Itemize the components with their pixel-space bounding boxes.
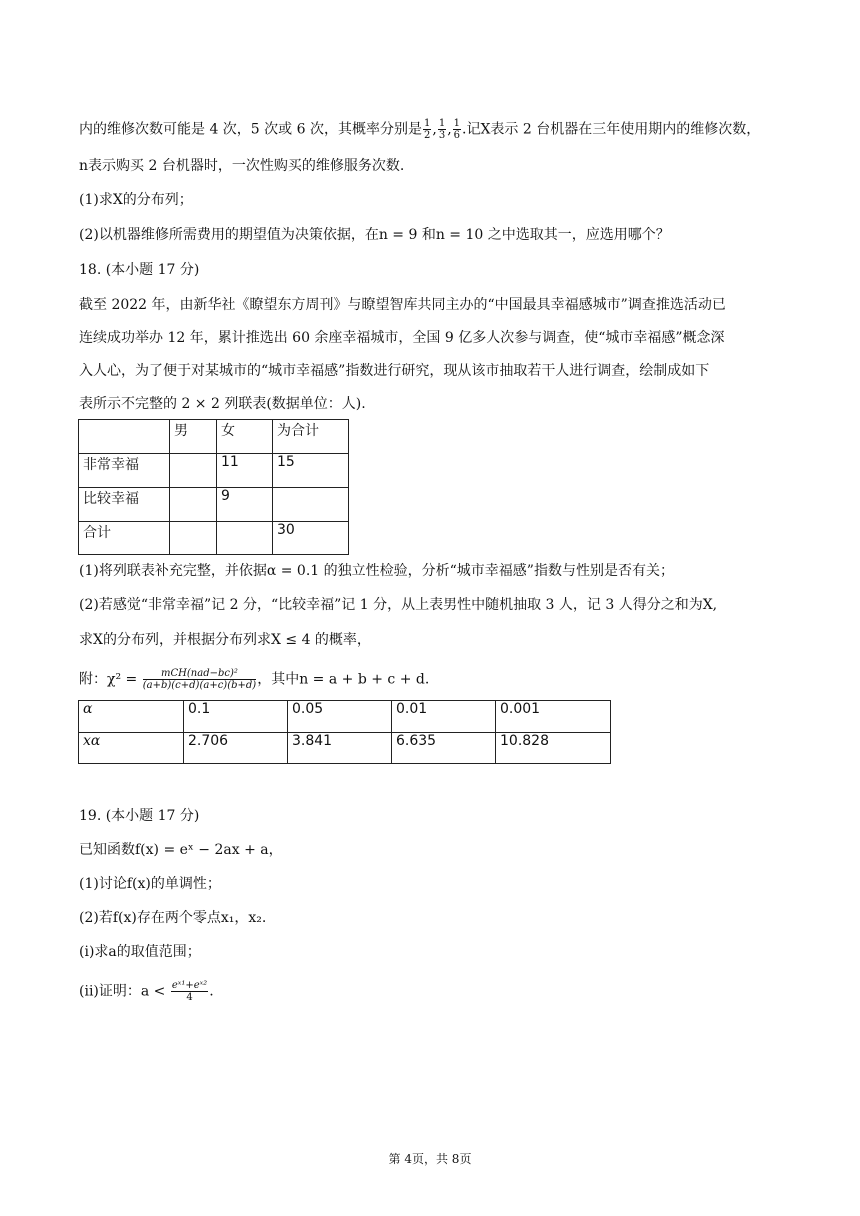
table-cell: 非常幸福	[79, 454, 170, 488]
q18-part2-line1: (2)若感觉“非常幸福”记 2 分，“比较幸福”记 1 分，从上表男性中随机抽取 3 人，记 3 人得分之和为X,	[79, 597, 718, 613]
table-cell: 0.1	[184, 701, 288, 733]
table-row	[79, 701, 611, 733]
table-cell: 0.01	[392, 701, 496, 733]
table-cell: 9	[217, 488, 273, 522]
table-cell: 0.05	[288, 701, 392, 733]
q17-part2: (2)以机器维修所需费用的期望值为决策依据，在n = 9 和n = 10 之中选取其一，应选用哪个？	[79, 227, 670, 243]
q19-sub1: (i)求a的取值范围；	[79, 944, 201, 960]
q19-part1: (1)讨论f(x)的单调性；	[79, 876, 221, 892]
table-cell: 为合计	[273, 420, 349, 454]
chi-square-formula: 附：χ² = $\frac{\text{mCH(nad−bc)²}}{(a+b)(c+d)(a+c)(b+d)}$ ，其中n = a + b + c + d.	[79, 668, 430, 691]
q17-line2: n表示购买 2 台机器时，一次性购买的维修服务次数.	[79, 158, 405, 174]
table-cell	[170, 454, 217, 488]
table-cell: 15	[273, 454, 349, 488]
fraction-1-2: $\frac{1}{2}$	[423, 118, 431, 141]
q19-part2: (2)若f(x)存在两个零点x₁，x₂.	[79, 910, 267, 926]
table-cell: 女	[217, 420, 273, 454]
table-cell: 2.706	[184, 733, 288, 764]
q18-part2-line2: 求X的分布列，并根据分布列求X ≤ 4 的概率，	[79, 632, 371, 648]
table-cell	[170, 522, 217, 555]
table-cell: 30	[273, 522, 349, 555]
critical-value-table	[78, 700, 611, 764]
q18-heading: 18. (本小题 17 分)	[79, 262, 200, 278]
q18-part1: (1)将列联表补充完整，并依据α = 0.1 的独立性检验，分析“城市幸福感”指数与性别是否有关；	[79, 563, 674, 579]
q19-heading: 19. (本小题 17 分)	[79, 808, 200, 824]
table-cell: 男	[170, 420, 217, 454]
contingency-table	[78, 419, 349, 555]
page-footer: 第 4页，共 8页	[388, 1152, 472, 1166]
table-cell: 0.001	[496, 701, 611, 733]
table-cell	[273, 488, 349, 522]
fraction-1-6: $\frac{1}{6}$	[453, 118, 461, 141]
table-cell: 比较幸福	[79, 488, 170, 522]
table-cell	[170, 488, 217, 522]
table-cell	[217, 522, 273, 555]
table-row	[79, 733, 611, 764]
table-row	[79, 454, 349, 488]
q17-line1: 内的维修次数可能是 4 次，5 次或 6 次，其概率分别是 $\frac{1}{2}$ , $\frac{1}{3}$ , $\frac{1}{6}$ .记X表示 2 台机器在三年使用期内的维修次数，	[79, 118, 761, 141]
fraction-1-3: $\frac{1}{3}$	[438, 118, 446, 141]
q19-given: 已知函数f(x) = eˣ − 2ax + a，	[79, 842, 283, 858]
table-cell: 3.841	[288, 733, 392, 764]
table-row	[79, 488, 349, 522]
table-cell: 10.828	[496, 733, 611, 764]
q18-paragraph-line3: 入人心，为了便于对某城市的“城市幸福感”指数进行研究，现从该市抽取若干人进行调查，绘制成如下	[79, 363, 710, 379]
chi-square-fraction: $\frac{\text{mCH(nad−bc)²}}{(a+b)(c+d)(a+c)(b+d)}$	[142, 668, 257, 691]
q18-paragraph-line1: 截至 2022 年，由新华社《瞭望东方周刊》与瞭望智库共同主办的“中国最具幸福感城市”调查推选活动已	[79, 297, 726, 313]
inequality-fraction: $\frac{\text{eˣ¹+eˣ²}}{4}$	[171, 980, 208, 1003]
table-cell	[79, 420, 170, 454]
table-cell: 合计	[79, 522, 170, 555]
table-cell: α	[79, 701, 184, 733]
q19-sub2: (ii)证明：a < $\frac{\text{eˣ¹+eˣ²}}{4}$ .	[79, 980, 214, 1003]
q18-paragraph-line2: 连续成功举办 12 年，累计推选出 60 余座幸福城市，全国 9 亿多人次参与调查，使“城市幸福感”概念深	[79, 330, 725, 346]
table-row	[79, 420, 349, 454]
q18-paragraph-line4: 表所示不完整的 2 × 2 列联表(数据单位：人).	[79, 396, 366, 412]
table-cell: xα	[79, 733, 184, 764]
table-cell: 11	[217, 454, 273, 488]
table-row	[79, 522, 349, 555]
q17-part1: (1)求X的分布列；	[79, 192, 193, 208]
table-cell: 6.635	[392, 733, 496, 764]
